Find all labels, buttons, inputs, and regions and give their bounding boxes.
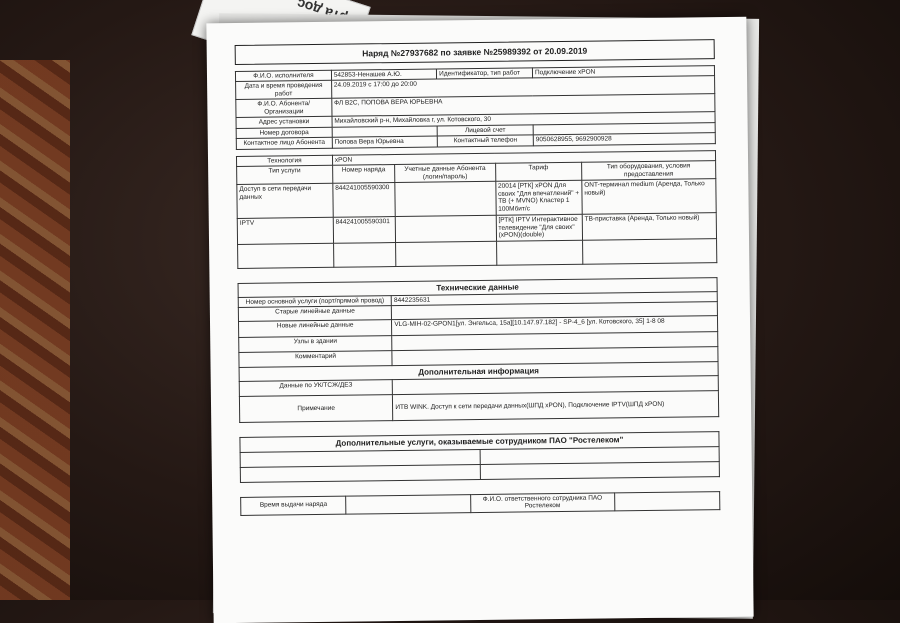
main-service-label: Номер основной услуги (порт/прямой провод) xyxy=(238,295,391,307)
contract-label: Номер договора xyxy=(236,127,332,139)
tech-section-title: Технические данные xyxy=(238,277,717,297)
note-label: Примечание xyxy=(239,395,393,423)
worktype-label: Идентификатор, тип работ xyxy=(437,68,533,80)
tech-table xyxy=(238,277,720,424)
service-equipment: ТВ-приставка (Аренда, Только новый) xyxy=(582,213,716,240)
new-line-value: VLG-MIH-02-GPON1[ул. Энгельса, 15а][10.147.97.182] - SP-4_6 [ул. Котовского, 35] 1-8 08 xyxy=(392,316,718,336)
extra-section-title: Дополнительная информация xyxy=(239,362,718,382)
column-header: Номер наряда xyxy=(332,165,394,184)
subscriber-value: ФЛ B2C, ПОПОВА ВЕРА ЮРЬЕВНА xyxy=(332,94,715,117)
services-table xyxy=(236,150,717,269)
executor-label: Ф.И.О. исполнителя xyxy=(235,70,331,82)
info-table xyxy=(235,65,716,150)
background-rug xyxy=(0,60,70,600)
column-header: Тариф xyxy=(495,162,581,181)
note-value: ИТВ WINK. Доступ к сети передачи данных(ШПД xPON), Подключение IPTV(ШПД xPON) xyxy=(393,391,719,421)
service-tariff: [РТК] IPTV Интерактивное телевидение "Для своих" (xPON)(double) xyxy=(496,214,583,240)
document-title: Наряд №27937682 по заявке №25989392 от 20.09.2019 xyxy=(235,39,715,65)
empty-cell xyxy=(333,242,396,267)
account-label: Лицевой счет xyxy=(437,125,533,137)
empty-cell xyxy=(496,240,583,265)
service-type: Доступ в сети передачи данных xyxy=(237,183,333,218)
service-order: 844241005590301 xyxy=(333,217,396,243)
datetime-value: 24.09.2019 с 17:00 до 20:00 xyxy=(331,76,714,99)
empty-cell xyxy=(582,238,716,264)
additional-services-table xyxy=(239,431,720,482)
issue-time-value xyxy=(346,494,471,513)
work-order xyxy=(235,39,721,515)
worktype-value: Подключение xPON xyxy=(532,66,714,79)
old-line-label: Старые линейные данные xyxy=(238,306,391,322)
phone-label: Контактный телефон xyxy=(437,135,533,147)
service-tariff: 20014 [РТК] xPON Для своих "Для впечатлений" + ТВ (+ MVNO) Кластер 1 100Мбит/с xyxy=(495,180,582,215)
contact-label: Контактное лицо Абонента xyxy=(236,138,332,150)
uktozh-label: Данные по УК/ТСЖ/ДЕЗ xyxy=(239,380,392,397)
responsible-label: Ф.И.О. ответственного сотрудника ПАО Ростелеком xyxy=(471,492,615,512)
technology-label: Технология xyxy=(236,155,332,167)
main-service-value: 8442235631 xyxy=(391,291,717,305)
address-label: Адрес установки xyxy=(236,117,332,129)
technology-value: xPON xyxy=(332,150,715,165)
service-order: 844241005590300 xyxy=(333,183,396,218)
column-header: Тип услуги xyxy=(237,166,333,185)
new-line-label: Новые линейные данные xyxy=(239,320,392,338)
datetime-label: Дата и время проведения работ xyxy=(236,81,332,100)
table-row xyxy=(237,179,716,219)
nodes-label: Узлы в здании xyxy=(239,336,392,353)
column-header: Тип оборудования, условия предоставления xyxy=(581,161,715,181)
document-page xyxy=(206,17,753,623)
comment-label: Комментарий xyxy=(239,351,392,368)
column-header: Учетные данные Абонента (логин/пароль) xyxy=(395,164,496,183)
contact-value: Попова Вера Юрьевна xyxy=(332,136,437,148)
issue-time-label: Время выдачи наряда xyxy=(241,496,347,515)
address-value: Михайловский р-н, Михайловка г, ул. Котовского, 30 xyxy=(332,112,715,127)
phone-value: 9050628955, 9692900928 xyxy=(533,133,715,146)
service-equipment: ONT-терминал medium (Аренда, Только новый) xyxy=(582,179,717,215)
empty-cell xyxy=(396,241,497,266)
service-creds xyxy=(395,215,496,242)
empty-cell xyxy=(238,243,334,268)
table-row xyxy=(241,491,720,515)
service-type: IPTV xyxy=(237,217,333,244)
additional-section-title: Дополнительные услуги, оказываемые сотрудником ПАО "Ростелеком" xyxy=(240,432,719,452)
executor-value: 542853-Ненашев А.Ю. xyxy=(331,69,436,81)
subscriber-label: Ф.И.О. Абонента/Организации xyxy=(236,99,332,118)
responsible-value xyxy=(614,491,720,510)
service-creds xyxy=(395,181,496,216)
